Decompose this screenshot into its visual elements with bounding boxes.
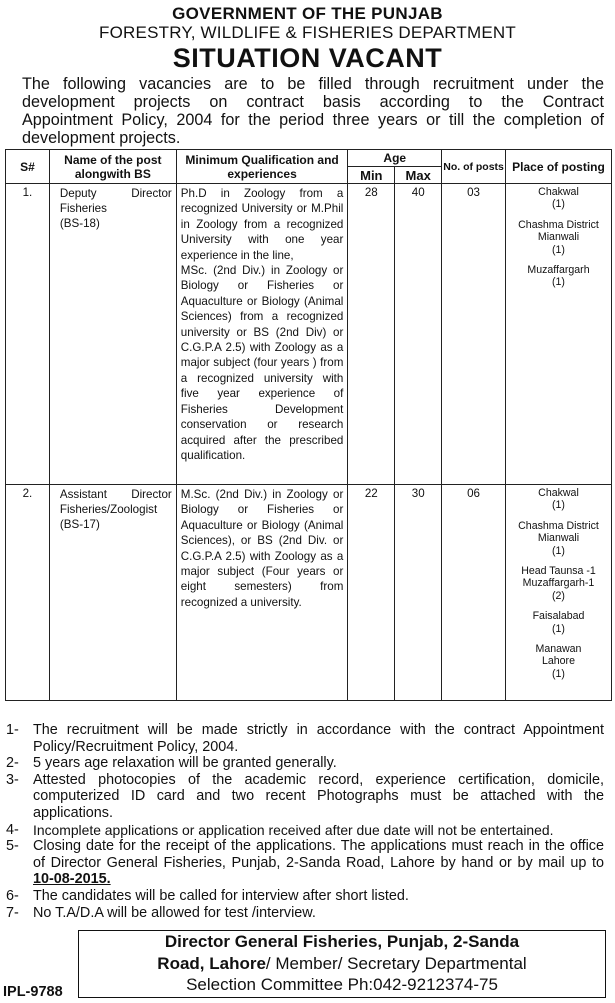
contact-address-box — [78, 930, 606, 998]
note-number: 1- — [6, 722, 19, 738]
place-count: (2) — [552, 589, 565, 602]
header-situation-vacant: SITUATION VACANT — [172, 43, 443, 73]
place-item — [506, 186, 611, 211]
place-name: Muzaffargarh — [527, 264, 590, 277]
row-post — [50, 485, 176, 534]
note-number: 3- — [6, 771, 19, 788]
vacancies-table — [5, 149, 612, 701]
place-count: (1) — [552, 544, 565, 557]
place-name: Chashma District Mianwali — [518, 218, 599, 244]
note-item — [6, 822, 604, 839]
post-bs: (BS-17) — [59, 518, 100, 531]
address-line-3: Selection Committee Ph:042-9212374-75 — [186, 975, 498, 994]
place-count: (1) — [552, 499, 565, 512]
intro-paragraph — [22, 75, 604, 147]
place-item — [506, 264, 611, 289]
note-text: The recruitment will be made strictly in accordance with the contract Appointment Policy/Recruitment Policy, 2004. — [33, 722, 604, 755]
note-item — [6, 838, 604, 888]
header-qualification: Minimum Qualification and experiences — [176, 150, 348, 184]
place-count: (1) — [552, 198, 565, 211]
place-name: Chakwal — [538, 487, 579, 499]
place-name: Manawan Lahore — [535, 643, 582, 668]
note-text: The candidates will be called for interview after short listed. — [33, 887, 409, 904]
note-text — [33, 838, 604, 888]
row-post — [50, 184, 176, 233]
place-count: (1) — [552, 622, 565, 635]
address-bold-1: Director General Fisheries, Punjab, 2-Sanda — [164, 932, 520, 951]
header-government: GOVERNMENT OF THE PUNJAB — [172, 4, 443, 23]
intro-line: development projects. — [22, 129, 181, 147]
row-age-max: 40 — [411, 186, 425, 199]
qualification-part-a: Ph.D in Zoology from a recognized University or M.Phil in Zoology from a recognized University with one year experience in the line, — [180, 187, 344, 262]
place-item — [506, 487, 611, 512]
row-places — [506, 485, 611, 680]
note-text-body: Closing date for the receipt of the applications. The applications must reach in the office of Director General Fisheries, Punjab, 2-Sanda Road, Lahore by hand or by mail up to — [33, 838, 604, 871]
intro-line: The following vacancies are to be filled through recruitment under the — [22, 75, 604, 93]
header-place-of-posting: Place of posting — [505, 150, 611, 184]
note-text: Incomplete applications or application received after due date will not be entertained. — [33, 821, 554, 838]
note-text: Attested photocopies of the academic record, experience certification, domicile, computerized ID card and two recent Photographs must be attached with the applications. — [33, 771, 604, 821]
place-count: (1) — [552, 243, 565, 256]
row-sno: 1. — [22, 186, 33, 199]
intro-line: development projects on contract basis according to the Contract — [22, 93, 604, 111]
place-count: (1) — [552, 276, 565, 289]
note-number: 4- — [6, 821, 19, 838]
note-item — [6, 888, 604, 905]
place-item — [506, 610, 611, 635]
note-number: 6- — [6, 887, 19, 904]
ipl-number: IPL-9788 — [3, 984, 63, 1000]
qualification-part-b: MSc. (2nd Div.) in Zoology or Biology or Fisheries or Aquaculture or Biology (Animal Sciences) from a recognized university or BS (2nd Div) or C.G.P.A 2.5) with Zoology as a major subject (four years ) from a recognized university with five year experience of Fisheries Development conservation or research acquired after the prescribed qualification. — [180, 264, 344, 462]
row-sno: 2. — [22, 487, 33, 500]
closing-date: 10-08-2015. — [33, 871, 111, 888]
place-name: Faisalabad — [532, 610, 585, 623]
note-number: 7- — [6, 904, 19, 921]
row-posts: 03 — [467, 186, 481, 199]
address-line-1 — [79, 931, 605, 953]
table-row — [6, 485, 612, 701]
header-post: Name of the post alongwith BS — [49, 150, 176, 184]
row-places — [506, 184, 611, 289]
row-qualification — [177, 485, 348, 610]
post-bs: (BS-18) — [59, 217, 100, 230]
note-item — [6, 772, 604, 822]
table-row — [6, 184, 612, 485]
post-name: Deputy Director Fisheries — [59, 187, 172, 215]
header-no-of-posts: No. of posts — [442, 150, 506, 184]
row-age-max: 30 — [411, 487, 425, 500]
note-number: 2- — [6, 755, 19, 772]
post-name: Assistant Director Fisheries/Zoologist — [59, 488, 172, 516]
row-qualification — [177, 184, 348, 463]
note-item — [6, 722, 604, 755]
row-age-min: 22 — [364, 487, 378, 500]
address-line-2 — [79, 953, 605, 975]
place-name: Chakwal — [538, 186, 579, 198]
place-item — [506, 219, 611, 256]
intro-line: Appointment Policy, 2004 for the period three years or till the completion of — [22, 111, 604, 129]
note-text: No T.A/D.A will be allowed for test /interview. — [33, 904, 316, 921]
note-number: 5- — [6, 838, 19, 855]
row-posts: 06 — [467, 487, 481, 500]
note-item — [6, 755, 604, 772]
header-age-min: Min — [348, 167, 395, 184]
place-item — [506, 565, 611, 602]
header-age-max: Max — [395, 167, 442, 184]
note-item — [6, 905, 604, 922]
header-sno: S# — [6, 150, 50, 184]
place-name: Head Taunsa -1 Muzaffargarh-1 — [521, 565, 596, 590]
qualification-part-a: M.Sc. (2nd Div.) in Zoology or Biology or Fisheries or Aquaculture or Biology (Animal Sciences), or BS (2nd Div. or C.G.P.A 2.5) with Zoology as a major subject (Four years or eight semesters) from recognized a university. — [180, 488, 344, 609]
place-count: (1) — [552, 667, 565, 680]
notes-list — [6, 722, 604, 921]
address-rest-2: / Member/ Secretary Departmental — [265, 953, 527, 973]
place-item — [506, 643, 611, 680]
address-bold-2: Road, Lahore — [157, 953, 266, 973]
header-department: FORESTRY, WILDLIFE & FISHERIES DEPARTMENT — [99, 23, 516, 42]
header-age: Age — [348, 150, 442, 167]
place-item — [506, 520, 611, 557]
note-text: 5 years age relaxation will be granted generally. — [33, 755, 337, 772]
row-age-min: 28 — [364, 186, 378, 199]
place-name: Chashma District Mianwali — [518, 519, 599, 545]
